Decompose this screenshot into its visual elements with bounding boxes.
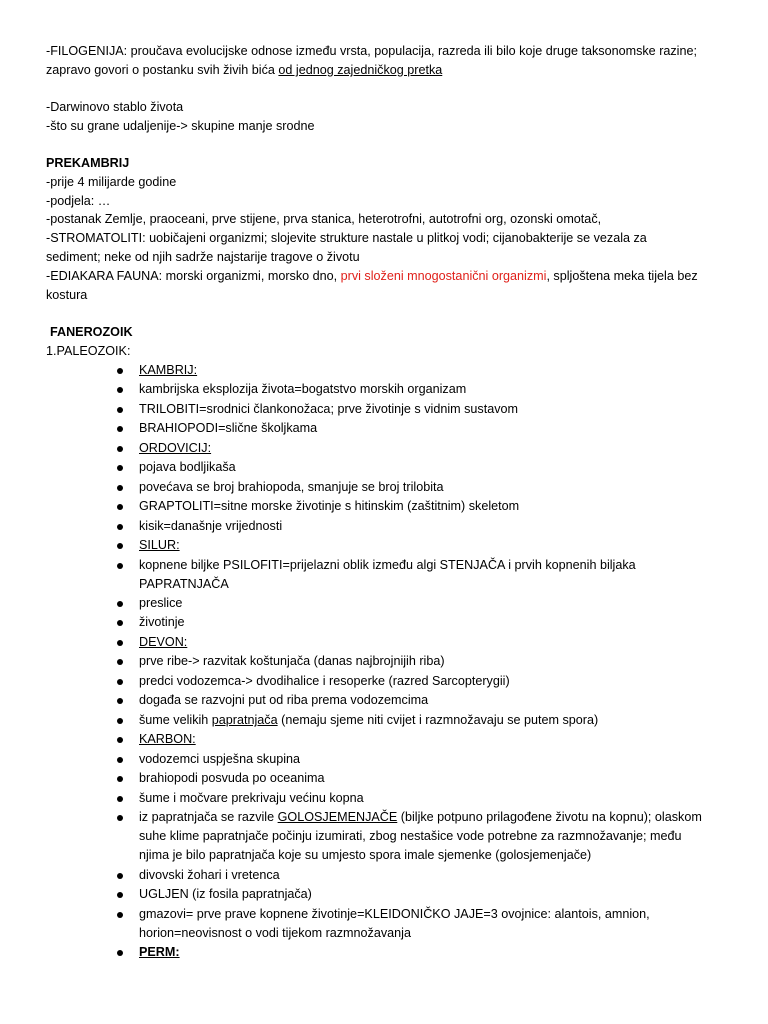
- list-item: TRILOBITI=srodnici člankonožaca; prve životinje s vidnim sustavom: [139, 402, 519, 416]
- bullet-dot: [117, 485, 123, 491]
- list-item: kopnene biljke PSILOFITI=prijelazni oblik između algi STENJAČA i prvih kopnenih biljaka: [139, 558, 636, 572]
- silur-heading: SILUR:: [139, 538, 180, 552]
- prekambrij-line-7: kostura: [46, 288, 88, 302]
- prekambrij-line-2: -podjela: …: [46, 194, 111, 208]
- list-item: pojava bodljikaša: [139, 460, 236, 474]
- bullet-dot: [117, 504, 123, 510]
- bullet-dot: [117, 640, 123, 646]
- kambrij-heading: KAMBRIJ:: [139, 363, 198, 377]
- bullet-dot: [117, 776, 123, 782]
- prekambrij-heading: PREKAMBRIJ: [46, 156, 130, 170]
- list-item: vodozemci uspješna skupina: [139, 752, 301, 766]
- list-item: preslice: [139, 596, 183, 610]
- darwin-line-1: -Darwinovo stablo života: [46, 100, 184, 114]
- prekambrij-line-1: -prije 4 milijarde godine: [46, 175, 177, 189]
- list-item-continuation: horion=neovisnost o vodi tijekom razmnožavanja: [139, 926, 411, 940]
- bullet-dot: [117, 563, 123, 569]
- list-item: šume velikih papratnjača (nemaju sjeme niti cvijet i razmnožavaju se putem spora): [139, 713, 599, 727]
- filogenija-line-2: zapravo govori o postanku svih živih bića od jednog zajedničkog pretka: [46, 63, 443, 77]
- bullet-dot: [117, 620, 123, 626]
- bullet-dot: [117, 543, 123, 549]
- bullet-dot: [117, 465, 123, 471]
- bullet-dot: [117, 446, 123, 452]
- list-item-continuation: njima je bilo papratnjača koje su umjesto spora imale sjemenke (golosjemenjače): [139, 848, 592, 862]
- bullet-dot: [117, 737, 123, 743]
- list-item: brahiopodi posvuda po oceanima: [139, 771, 325, 785]
- list-item: kisik=današnje vrijednosti: [139, 519, 283, 533]
- fanerozoik-heading: FANEROZOIK: [50, 325, 133, 339]
- prekambrij-line-5: sediment; neke od njih sadrže najstarije tragove o životu: [46, 250, 360, 264]
- list-item: iz papratnjača se razvile GOLOSJEMENJAČE (biljke potpuno prilagođene životu na kopnu); olaskom: [139, 810, 702, 824]
- ediakara-highlight: prvi složeni mnogostanični organizmi: [340, 269, 547, 283]
- list-item: povećava se broj brahiopoda, smanjuje se broj trilobita: [139, 480, 444, 494]
- ordovicij-heading: ORDOVICIJ:: [139, 441, 212, 455]
- prekambrij-line-3: -postanak Zemlje, praoceani, prve stijene, prva stanica, heterotrofni, autotrofni org, ozonski omotač,: [46, 212, 602, 226]
- bullet-dot: [117, 426, 123, 432]
- devon-heading: DEVON:: [139, 635, 188, 649]
- bullet-dot: [117, 524, 123, 530]
- list-item: divovski žohari i vretenca: [139, 868, 280, 882]
- bullet-dot: [117, 796, 123, 802]
- list-item: UGLJEN (iz fosila papratnjača): [139, 887, 312, 901]
- bullet-dot: [117, 601, 123, 607]
- bullet-dot: [117, 368, 123, 374]
- list-item: GRAPTOLITI=sitne morske životinje s hitinskim (zaštitnim) skeletom: [139, 499, 520, 513]
- bullet-dot: [117, 698, 123, 704]
- prekambrij-line-6: -EDIAKARA FAUNA: morski organizmi, morsko dno, prvi složeni mnogostanični organizmi, spljoštena meka tijela bez: [46, 269, 698, 283]
- list-item: predci vodozemca-> dvodihalice i resoperke (razred Sarcopterygii): [139, 674, 510, 688]
- bullet-dot: [117, 387, 123, 393]
- bullet-dot: [117, 815, 123, 821]
- karbon-heading: KARBON:: [139, 732, 196, 746]
- bullet-dot: [117, 757, 123, 763]
- bullet-dot: [117, 873, 123, 879]
- bullet-dot: [117, 679, 123, 685]
- prekambrij-line-4: -STROMATOLITI: uobičajeni organizmi; slojevite strukture nastale u plitkoj vodi; cijanobakterije se vezala za: [46, 231, 647, 245]
- bullet-dot: [117, 892, 123, 898]
- list-item: kambrijska eksplozija života=bogatstvo morskih organizam: [139, 382, 467, 396]
- bullet-dot: [117, 659, 123, 665]
- perm-heading: PERM:: [139, 945, 180, 959]
- list-item: BRAHIOPODI=slične školjkama: [139, 421, 318, 435]
- list-item: događa se razvojni put od riba prema vodozemcima: [139, 693, 429, 707]
- list-item: životinje: [139, 615, 185, 629]
- filogenija-line-1: -FILOGENIJA: proučava evolucijske odnose između vrsta, populacija, razreda ili bilo koje druge taksonomske razine;: [46, 44, 697, 58]
- list-item: gmazovi= prve prave kopnene životinje=KLEIDONIČKO JAJE=3 ovojnice: alantois, amnion,: [139, 907, 650, 921]
- list-item-continuation: suhe klime papratnjače počinju izumirati, zbog nestašice vode potrebne za razmnožavanje; među: [139, 829, 682, 843]
- darwin-line-2: -što su grane udaljenije-> skupine manje srodne: [46, 119, 315, 133]
- list-item: prve ribe-> razvitak koštunjača (danas najbrojnijih riba): [139, 654, 445, 668]
- list-item-continuation: PAPRATNJAČA: [139, 577, 229, 591]
- bullet-dot: [117, 912, 123, 918]
- bullet-dot: [117, 718, 123, 724]
- paleozoik-heading: 1.PALEOZOIK:: [46, 344, 131, 358]
- bullet-dot: [117, 407, 123, 413]
- list-item: šume i močvare prekrivaju većinu kopna: [139, 791, 364, 805]
- filogenija-underlined: od jednog zajedničkog pretka: [278, 63, 443, 77]
- bullet-dot: [117, 950, 123, 956]
